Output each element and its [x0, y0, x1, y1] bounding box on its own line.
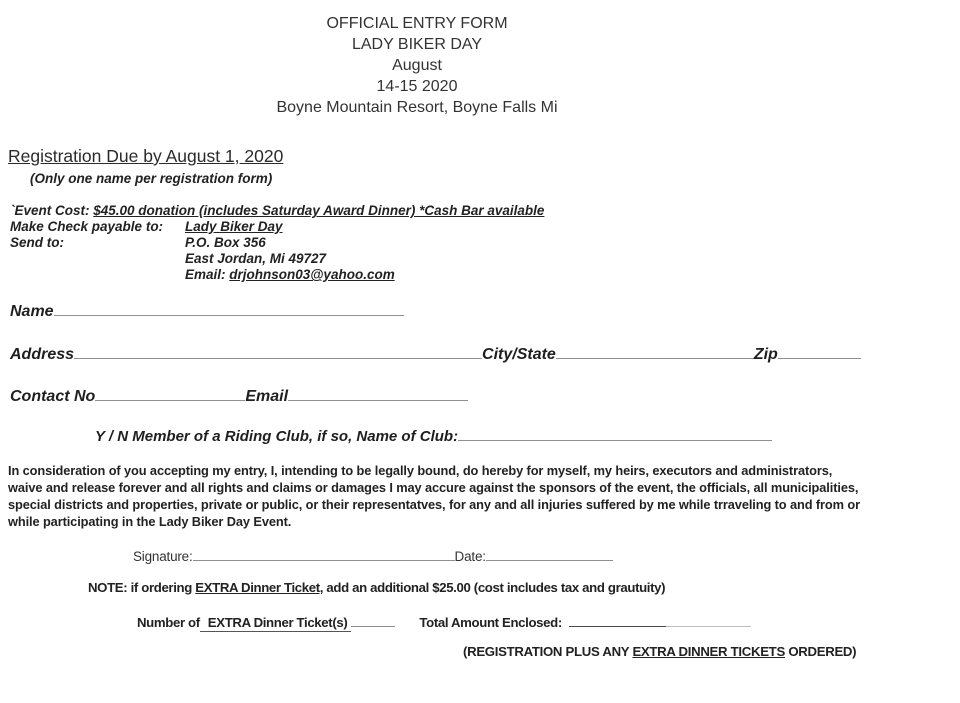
- total-amount-blank-line: [569, 613, 666, 627]
- header-line-official: OFFICIAL ENTRY FORM: [326, 15, 508, 32]
- signature-blank-line: [193, 547, 455, 561]
- send-to-line: [10, 235, 544, 251]
- send-address-line2: East Jordan, Mi 49727: [185, 251, 327, 266]
- total-enclosed-label: Total Amount Enclosed:: [419, 615, 562, 630]
- ticket-count-total-row: [137, 613, 751, 630]
- number-of-label: Number of: [137, 615, 200, 630]
- city-state-blank-line: [556, 345, 754, 359]
- name-label: Name: [10, 303, 54, 320]
- signature-label: Signature:: [133, 549, 193, 564]
- riding-club-row: [95, 427, 772, 445]
- contact-row: [10, 387, 468, 406]
- payable-label: Make Check payable to:: [10, 219, 164, 234]
- ticket-count-blank-line: [351, 613, 395, 627]
- note-suffix: add an additional $25.00 (cost includes tax and grautuity): [323, 580, 666, 595]
- email-label: Email: [245, 388, 289, 405]
- note-prefix: NOTE: if ordering: [88, 580, 196, 595]
- signature-row: [133, 547, 613, 564]
- extra-ticket-note-row: [88, 580, 665, 595]
- tickets-emphasis-label: EXTRA Dinner Ticket(s): [200, 615, 352, 632]
- registration-total-footnote: [463, 644, 856, 659]
- date-blank-line: [486, 547, 613, 561]
- organizer-email-label: Email:: [185, 267, 230, 282]
- send-city-line: [10, 251, 544, 267]
- event-cost-value: $45.00 donation (includes Saturday Award Dinner) *Cash Bar available: [93, 203, 545, 218]
- name-blank-line: [54, 302, 404, 316]
- waiver-paragraph: [8, 462, 956, 530]
- send-to-label: Send to:: [10, 235, 64, 250]
- registration-due-heading: Registration Due by August 1, 2020: [8, 146, 284, 166]
- header-line-venue: Boyne Mountain Resort, Boyne Falls Mi: [276, 99, 558, 116]
- event-cost-label: `Event Cost:: [10, 203, 94, 218]
- zip-blank-line: [778, 345, 861, 359]
- city-state-label: City/State: [482, 346, 556, 363]
- payable-line: [10, 219, 544, 235]
- payable-value: Lady Biker Day: [185, 219, 283, 234]
- waiver-line: while participating in the Lady Biker Day Event.: [8, 514, 292, 529]
- footnote-suffix: ORDERED): [784, 644, 857, 659]
- registration-note: (Only one name per registration form): [30, 171, 273, 186]
- contact-no-blank-line: [95, 387, 245, 401]
- form-header: [0, 13, 834, 118]
- total-amount-blank-line-extension: [666, 613, 751, 627]
- zip-label: Zip: [753, 346, 778, 363]
- waiver-line: In consideration of you accepting my entry, I, intending to be legally bound, do hereby for myself, my heirs, executors and administrators,: [8, 463, 833, 478]
- club-name-blank-line: [458, 427, 772, 441]
- header-line-month: August: [392, 57, 442, 74]
- date-label: Date:: [454, 549, 486, 564]
- event-cost-line: [10, 203, 544, 219]
- name-row: [10, 302, 404, 321]
- note-emphasis: EXTRA Dinner Ticket,: [195, 580, 324, 595]
- send-address-line1: P.O. Box 356: [185, 235, 266, 250]
- footnote-emphasis: EXTRA DINNER TICKETS: [632, 644, 785, 659]
- waiver-line: special districts and properties, private or public, or their representatves, for any and all injuries suffered by me while trraveling to and from or: [8, 497, 860, 512]
- address-label: Address: [10, 346, 75, 363]
- contact-email-line: [10, 267, 544, 283]
- address-row: [10, 345, 861, 364]
- riding-club-label: Y / N Member of a Riding Club, if so, Name of Club:: [95, 428, 459, 445]
- header-line-event-name: LADY BIKER DAY: [351, 36, 483, 53]
- event-cost-block: [10, 203, 544, 283]
- waiver-line: waive and release forever and all rights and claims or damages I may accure against the sponsors of the event, the officials, all municipalities,: [8, 480, 859, 495]
- footnote-prefix: (REGISTRATION PLUS ANY: [463, 644, 633, 659]
- email-blank-line: [288, 387, 468, 401]
- contact-no-label: Contact No: [10, 388, 96, 405]
- header-line-dates: 14-15 2020: [376, 78, 458, 95]
- organizer-email-value: drjohnson03@yahoo.com: [229, 267, 395, 282]
- address-blank-line: [74, 345, 482, 359]
